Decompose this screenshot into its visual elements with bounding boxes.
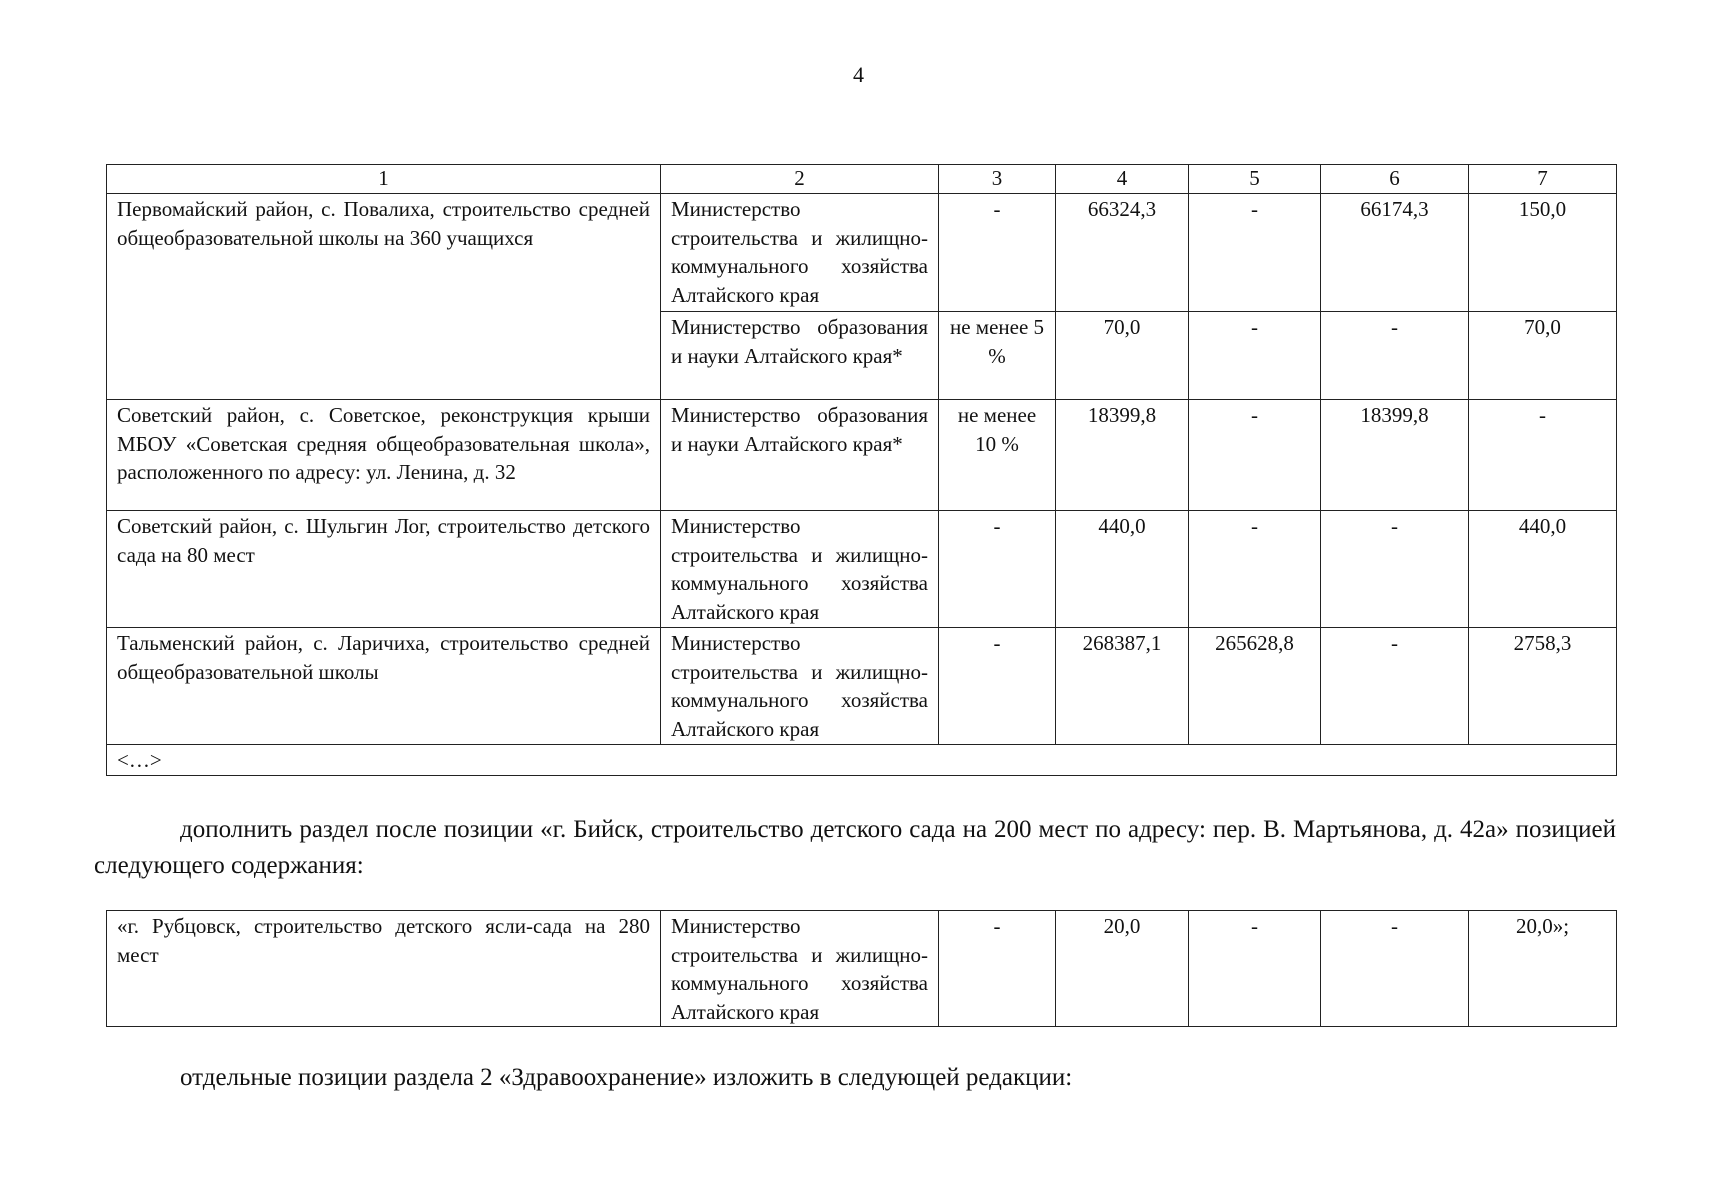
page-number: 4 [853,62,864,87]
total-cell: 440,0 [1056,511,1189,628]
local-cell: - [1469,400,1617,511]
object-name-cell: Советский район, с. Советское, реконструкция крыши МБОУ «Советская средняя общеобразовательная школа», расположенного по адресу: ул. Ленина, д. 32 [107,400,661,511]
header-cell: 7 [1469,165,1617,194]
object-name-cell: Тальменский район, с. Ларичиха, строительство средней общеобразовательной школы [107,628,661,745]
cofinancing-cell: - [939,194,1056,312]
federal-cell: - [1189,911,1321,1027]
federal-cell: - [1189,511,1321,628]
table-row [107,194,1617,312]
local-cell: 2758,3 [1469,628,1617,745]
table-row [107,511,1617,628]
header-cell: 4 [1056,165,1189,194]
regional-cell: - [1321,911,1469,1027]
total-cell: 18399,8 [1056,400,1189,511]
cofinancing-cell: - [939,511,1056,628]
header-cell: 3 [939,165,1056,194]
ellipsis-cell: <…> [107,745,1617,776]
cofinancing-cell: не менее 5 % [939,312,1056,400]
total-cell: 20,0 [1056,911,1189,1027]
regional-cell: 66174,3 [1321,194,1469,312]
total-cell: 70,0 [1056,312,1189,400]
section-note-paragraph: отдельные позиции раздела 2 «Здравоохранение» изложить в следующей редакции: [180,1064,1073,1091]
local-cell: 20,0»; [1469,911,1617,1027]
federal-cell: 265628,8 [1189,628,1321,745]
table-row [107,400,1617,511]
header-cell: 6 [1321,165,1469,194]
regional-cell: - [1321,628,1469,745]
table-row [107,911,1617,1027]
cofinancing-cell: - [939,628,1056,745]
cofinancing-cell: - [939,911,1056,1027]
ministry-cell: Министерство строительства и жилищно-коммунального хозяйства Алтайского края [661,194,939,312]
header-cell: 1 [107,165,661,194]
table-row [107,628,1617,745]
ministry-cell: Министерство строительства и жилищно-коммунального хозяйства Алтайского края [661,628,939,745]
regional-cell: - [1321,312,1469,400]
header-cell: 5 [1189,165,1321,194]
local-cell: 70,0 [1469,312,1617,400]
cofinancing-cell: не менее 10 % [939,400,1056,511]
ministry-cell: Министерство образования и науки Алтайского края* [661,400,939,511]
ministry-cell: Министерство образования и науки Алтайского края* [661,312,939,400]
federal-cell: - [1189,194,1321,312]
regional-cell: - [1321,511,1469,628]
object-name-cell: Первомайский район, с. Повалиха, строительство средней общеобразовательной школы на 360 учащихся [107,194,661,400]
object-name-cell: Советский район, с. Шульгин Лог, строительство детского сада на 80 мест [107,511,661,628]
total-cell: 66324,3 [1056,194,1189,312]
object-name-cell: «г. Рубцовск, строительство детского ясли-сада на 280 мест [107,911,661,1027]
table-header-row [107,165,1617,194]
regional-cell: 18399,8 [1321,400,1469,511]
local-cell: 150,0 [1469,194,1617,312]
ministry-cell: Министерство строительства и жилищно-коммунального хозяйства Алтайского края [661,511,939,628]
total-cell: 268387,1 [1056,628,1189,745]
budget-table [106,164,1617,776]
federal-cell: - [1189,400,1321,511]
federal-cell: - [1189,312,1321,400]
addition-table [106,910,1617,1027]
table-row [107,745,1617,776]
ministry-cell: Министерство строительства и жилищно-коммунального хозяйства Алтайского края [661,911,939,1027]
amendment-paragraph: дополнить раздел после позиции «г. Бийск, строительство детского сада на 200 мест по адресу: пер. В. Мартьянова, д. 42а» позицией следующего содержания: [94,816,1616,879]
header-cell: 2 [661,165,939,194]
local-cell: 440,0 [1469,511,1617,628]
